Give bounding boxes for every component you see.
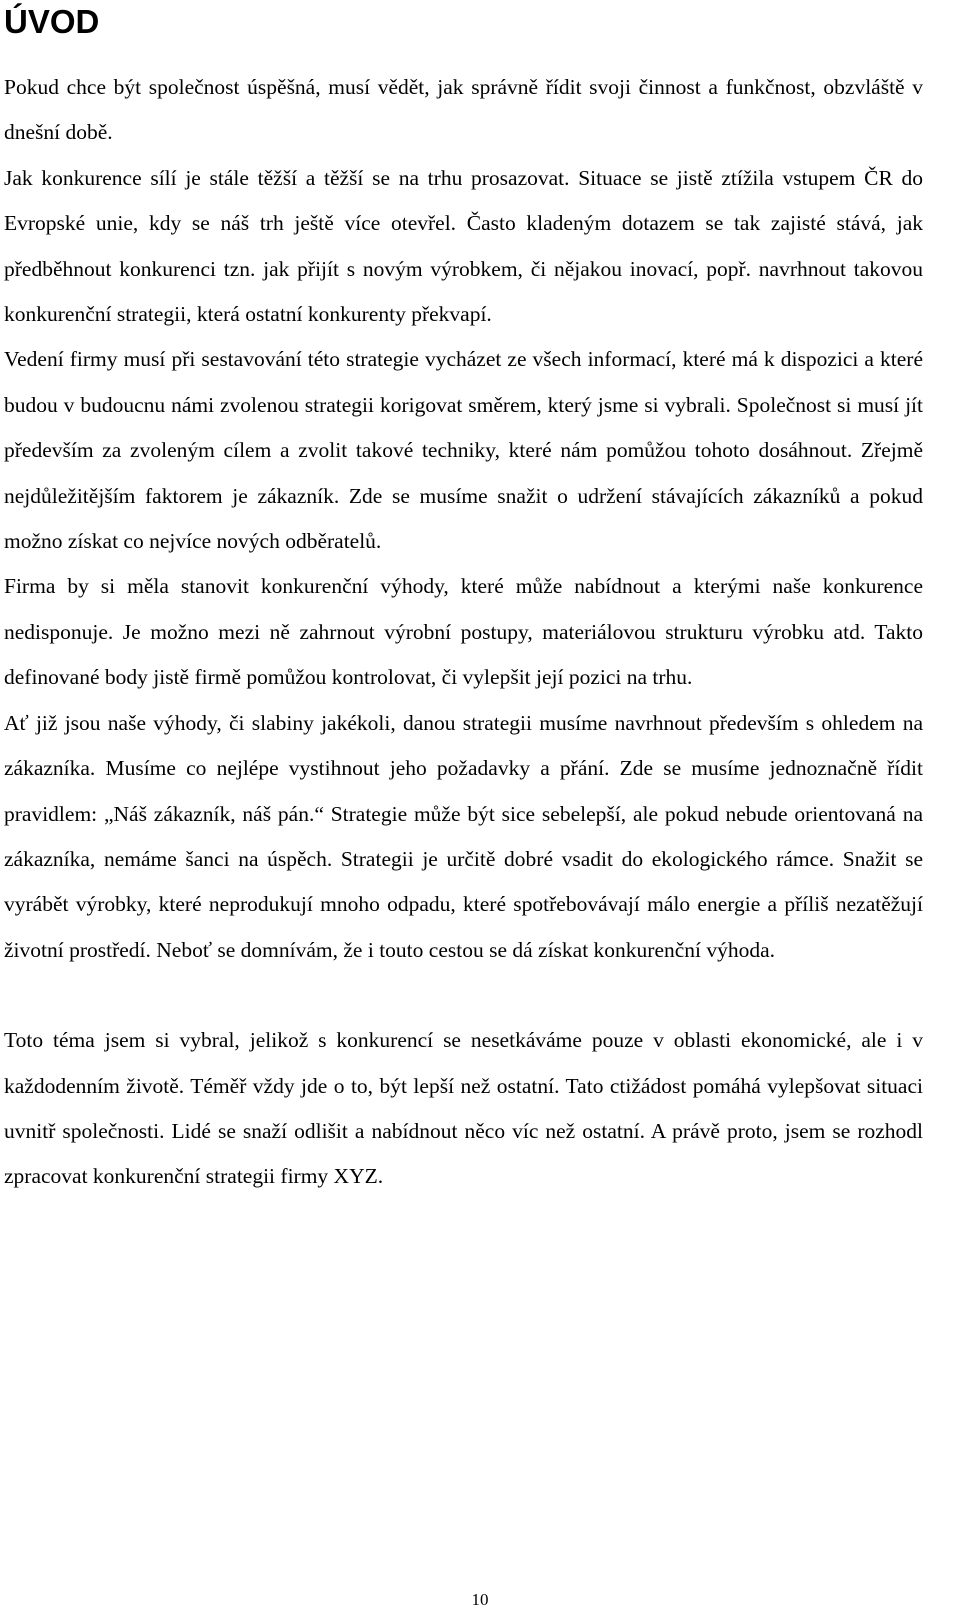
paragraph: Pokud chce být společnost úspěšná, musí vědět, jak správně řídit svoji činnost a funkčnost, obzvláště v dnešní době. (4, 75, 923, 145)
paragraph: Vedení firmy musí při sestavování této strategie vycházet ze všech informací, které má k dispozici a které budou v budoucnu námi zvolenou strategii korigovat směrem, který jsme si vybrali. Společnost si musí jít především za zvoleným cílem a zvolit takové techniky, které nám pomůžou tohoto dosáhnout. Zřejmě nejdůležitějším faktorem je zákazník. Zde se musíme snažit o udržení stávajících zákazníků a pokud možno získat co nejvíce nových odběratelů. (4, 347, 923, 554)
paragraph: Jak konkurence sílí je stále těžší a těžší se na trhu prosazovat. Situace se jistě ztížila vstupem ČR do Evropské unie, kdy se náš trh ještě více otevřel. Často kladeným dotazem se tak zajisté stává, jak předběhnout konkurenci tzn. jak přijít s novým výrobkem, či nějakou inovací, popř. navrhnout takovou konkurenční strategii, která ostatní konkurenty překvapí. (4, 165, 923, 327)
paragraph: Toto téma jsem si vybral, jelikož s konkurencí se nesetkáváme pouze v oblasti ekonomické, ale i v každodenním životě. Téměř vždy jde o to, být lepší než ostatní. Tato ctižádost pomáhá vylepšovat situaci uvnitř společnosti. Lidé se snaží odlišit a nabídnout něco víc než ostatní. A právě proto, jsem se rozhodl zpracovat konkurenční strategii firmy XYZ. (4, 1028, 923, 1189)
page-number: 10 (471, 1590, 489, 1609)
paragraph: Firma by si měla stanovit konkurenční výhody, které může nabídnout a kterými naše konkurence nedisponuje. Je možno mezi ně zahrnout výrobní postupy, materiálovou strukturu výrobku atd. Takto definované body jistě firmě pomůžou kontrolovat, či vylepšit její pozici na trhu. (4, 574, 923, 690)
paragraph: Ať již jsou naše výhody, či slabiny jakékoli, danou strategii musíme navrhnout především s ohledem na zákazníka. Musíme co nejlépe vystihnout jeho požadavky a přání. Zde se musíme jednoznačně řídit pravidlem: „Náš zákazník, náš pán.“ Strategie může být sice sebelepší, ale pokud nebude orientovaná na zákazníka, nemáme šanci na úspěch. Strategii je určitě dobré vsadit do ekologického rámce. Snažit se vyrábět výrobky, které neprodukují mnoho odpadu, které spotřebovávají málo energie a příliš nezatěžují životní prostředí. Neboť se domnívám, že i touto cestou se dá získat konkurenční výhoda. (4, 710, 923, 962)
page-title: ÚVOD (4, 3, 100, 40)
body-text (4, 65, 923, 1200)
